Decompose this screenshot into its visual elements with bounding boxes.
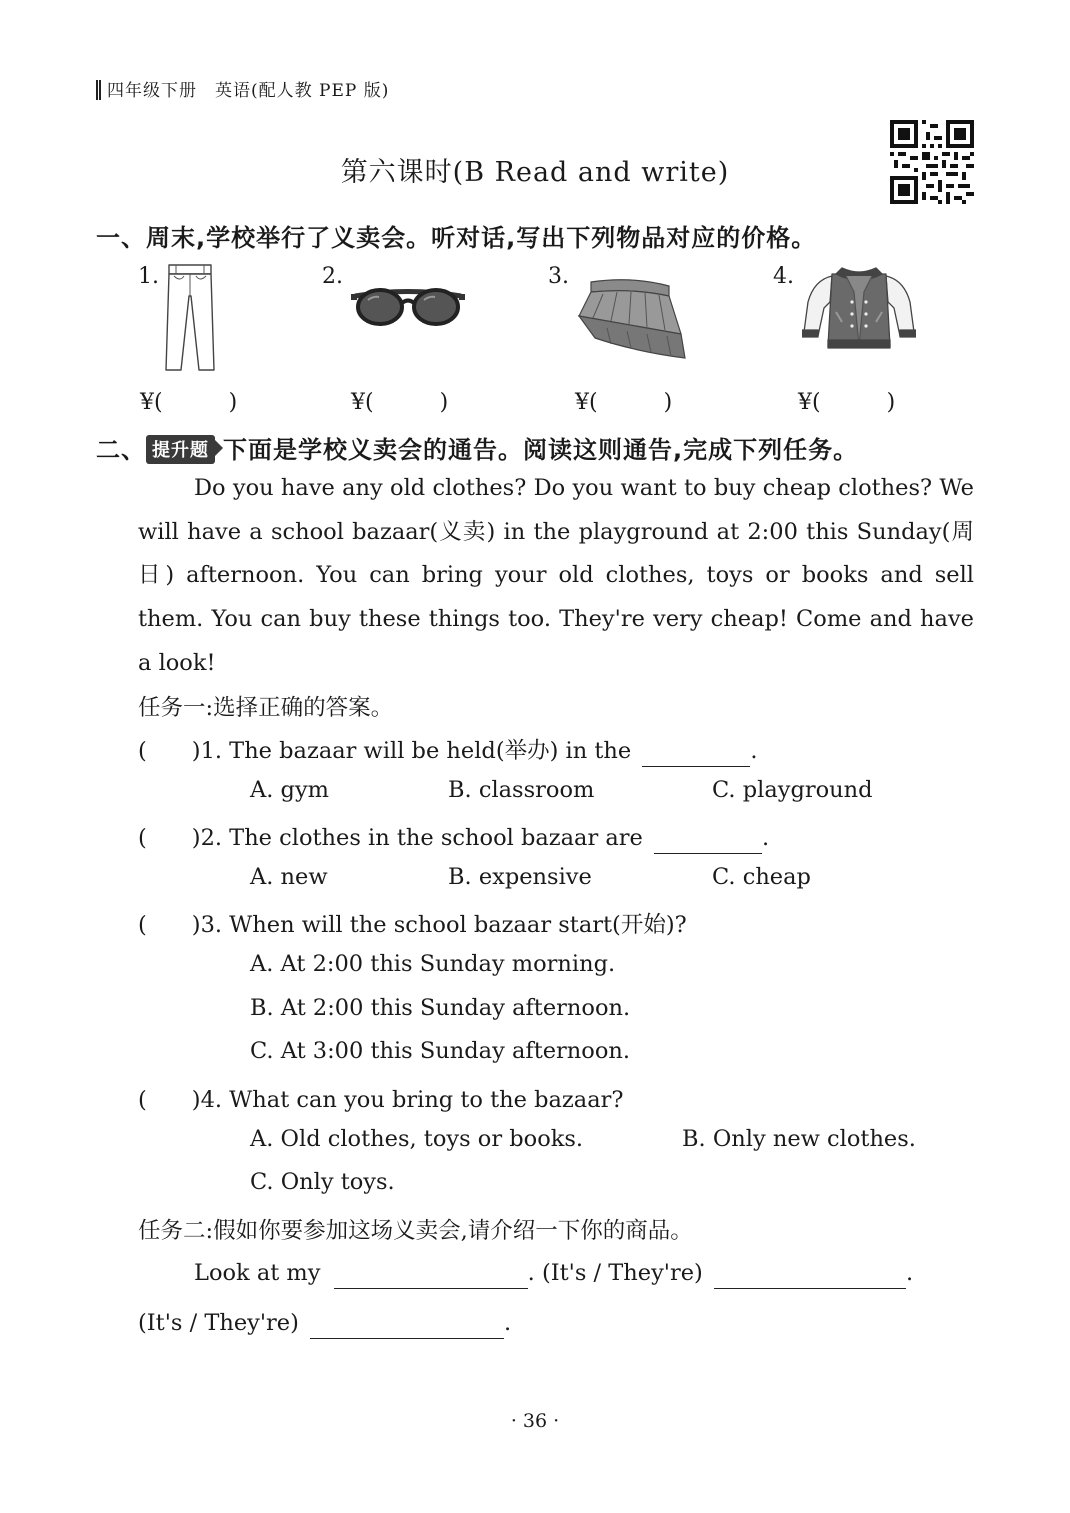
task-1-label: 任务一:选择正确的答案。 — [138, 695, 394, 721]
writing-prompt-4: (It's / They're) — [138, 1310, 299, 1336]
q2-option-c: C. cheap — [712, 864, 811, 890]
q1-option-c: C. playground — [712, 777, 873, 803]
q1-option-a: A. gym — [250, 777, 330, 803]
question-4 — [138, 1082, 623, 1114]
item-1-number: 1. — [138, 264, 159, 289]
writing-prompt-1: Look at my — [194, 1260, 321, 1286]
writing-blank-2[interactable] — [714, 1262, 906, 1289]
task-2-label: 任务二:假如你要参加这场义卖会,请介绍一下你的商品。 — [138, 1218, 693, 1244]
item-4-number: 4. — [773, 264, 794, 289]
q2-option-b: B. expensive — [448, 864, 592, 890]
q3-option-a: A. At 2:00 this Sunday morning. — [250, 951, 616, 977]
item-2-number: 2. — [322, 264, 343, 289]
question-1-end: . — [750, 738, 758, 764]
price-blank-4[interactable]: ¥( ) — [798, 390, 896, 415]
page-number: · 36 · — [510, 1410, 560, 1432]
answer-line-2[interactable] — [654, 827, 762, 854]
difficulty-badge: 提升题 — [146, 435, 215, 464]
header-bar-icon — [96, 80, 101, 100]
question-1 — [138, 733, 758, 767]
question-3-stem: 3. When will the school bazaar start(开始)? — [200, 912, 687, 938]
writing-line-2 — [138, 1310, 511, 1339]
sunglasses-icon — [351, 283, 465, 329]
question-4-stem: 4. What can you bring to the bazaar? — [200, 1087, 624, 1113]
answer-paren-2[interactable]: ( ) — [138, 825, 201, 851]
price-blank-2[interactable]: ¥( ) — [351, 390, 449, 415]
q4-option-c: C. Only toys. — [250, 1169, 395, 1195]
q4-option-b: B. Only new clothes. — [682, 1126, 916, 1152]
q1-option-b: B. classroom — [448, 777, 595, 803]
item-3-number: 3. — [548, 264, 569, 289]
question-2-end: . — [762, 825, 770, 851]
running-header — [96, 76, 389, 101]
q4-option-a: A. Old clothes, toys or books. — [250, 1126, 584, 1152]
answer-line-1[interactable] — [642, 740, 750, 767]
answer-paren-3[interactable]: ( ) — [138, 912, 201, 938]
writing-blank-3[interactable] — [310, 1312, 504, 1339]
writing-blank-1[interactable] — [334, 1262, 528, 1289]
question-1-stem: 1. The bazaar will be held(举办) in the — [200, 738, 632, 764]
skirt-icon — [577, 278, 687, 362]
section-2-prefix: 二、 — [96, 436, 146, 464]
answer-paren-1[interactable]: ( ) — [138, 738, 201, 764]
question-3 — [138, 907, 687, 939]
writing-prompt-2: . (It's / They're) — [527, 1260, 703, 1286]
question-2-stem: 2. The clothes in the school bazaar are — [200, 825, 643, 851]
q3-option-b: B. At 2:00 this Sunday afternoon. — [250, 995, 631, 1021]
section-2-heading — [96, 430, 858, 465]
price-blank-3[interactable]: ¥( ) — [575, 390, 673, 415]
passage-text: Do you have any old clothes? Do you want to buy cheap clothes? We will have a school bazaar(义卖) in the playground at 2:00 this Sunday(周日) afternoon. You can bring your old clothes, toys or books and sell them. You can buy these things too. They're very cheap! Come and have a look! — [138, 475, 974, 676]
writing-prompt-3: . — [906, 1260, 914, 1286]
qr-code-icon — [890, 120, 974, 204]
q2-option-a: A. new — [250, 864, 328, 890]
answer-paren-4[interactable]: ( ) — [138, 1087, 201, 1113]
reading-passage — [138, 467, 974, 686]
question-2 — [138, 820, 769, 854]
writing-line-1 — [194, 1260, 913, 1289]
q3-option-c: C. At 3:00 this Sunday afternoon. — [250, 1038, 631, 1064]
pants-icon — [160, 262, 220, 374]
price-blank-1[interactable]: ¥( ) — [140, 390, 238, 415]
section-2-heading-text: 下面是学校义卖会的通告。阅读这则通告,完成下列任务。 — [223, 436, 859, 464]
header-text: 四年级下册 英语(配人教 PEP 版) — [107, 81, 390, 101]
writing-prompt-5: . — [504, 1310, 512, 1336]
page-title: 第六课时(B Read and write) — [340, 157, 730, 188]
jacket-icon — [802, 262, 916, 352]
section-1-heading: 一、周末,学校举行了义卖会。听对话,写出下列物品对应的价格。 — [96, 224, 817, 252]
